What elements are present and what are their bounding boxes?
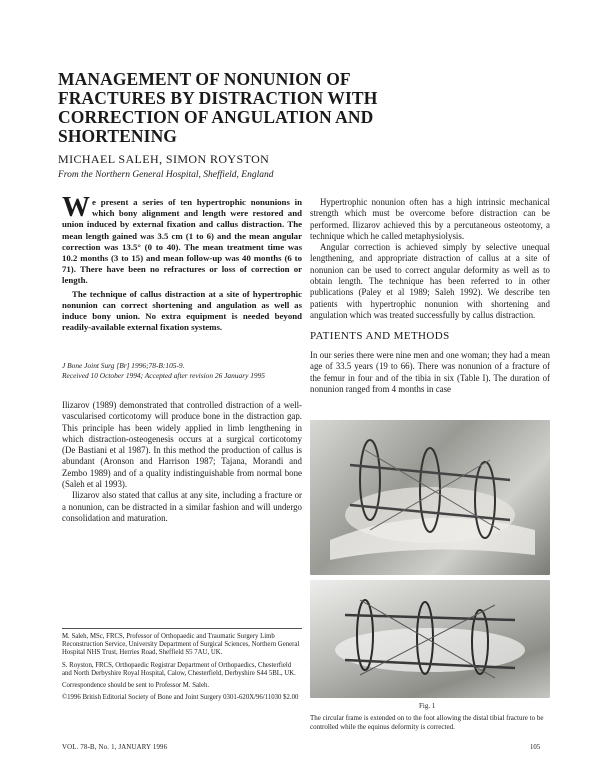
body-paragraph-left-1: Ilizarov (1989) demonstrated that controlled distraction of a well-vascularised corticotomy will produce bone in the distraction gap. This principle has been widely applied in limb lengthening in which distraction-osteogenesis occurs at a surgical corticotomy (De Bastiani et al 1987). In this method the production of callus is abundant (Aronson and Harrison 1987; Tajana, Morandi and Zembo 1989) and of a quality indistinguishable from normal bone (Saleh et al 1993). [62, 400, 302, 490]
right-column-body-2 [310, 350, 550, 395]
abstract [62, 192, 302, 333]
received-dates: Received 10 October 1994; Accepted after revision 26 January 1995 [62, 371, 265, 380]
figure-label: Fig. 1 [419, 702, 436, 710]
citation-block [62, 361, 302, 381]
body-paragraph-left-2: Ilizarov also stated that callus at any site, including a fracture or a nonunion, can be distracted in a similar fashion and will undergo consolidation and maturation. [62, 490, 302, 523]
right-column-body [310, 197, 550, 321]
external-fixator-xray-icon [310, 580, 550, 698]
abstract-paragraph-1 [62, 192, 302, 287]
footnote-author-1: M. Saleh, MSc, FRCS, Professor of Orthopaedic and Traumatic Surgery Limb Reconstruction Service, University Department of Surgical Sciences, Northern General Hospital NHS Trust, Herries Road, Sheffield S5 7AU, UK. [62, 633, 300, 657]
page-footer-volume: VOL. 78-B, No. 1, JANUARY 1996 [62, 744, 168, 751]
abstract-paragraph-2: The technique of callus distraction at a site of hypertrophic nonunion can correct shortening and angulation as well as induce bony union. No extra equipment is needed beyond readily-available external fixation systems. [62, 288, 302, 333]
footnote-copyright: ©1996 British Editorial Society of Bone and Joint Surgery 0301-620X/96/11030 $2.00 [62, 694, 299, 702]
body-paragraph-right-3: In our series there were nine men and one woman; they had a mean age of 33.5 years (19 to 66). There was nonunion of a fracture of the femur in four and of the tibia in six (Table I). The duration of nonunion ranged from 4 months in case [310, 350, 550, 394]
body-paragraph-right-1: Hypertrophic nonunion often has a high intrinsic mechanical strength which must be overcome before distraction can be performed. Ilizarov achieved this by a percutaneous osteotomy, a technique which he called metaphysiolysis. [310, 197, 550, 241]
figure-caption: The circular frame is extended on to the foot allowing the distal tibial fracture to be controlled while the equinus deformity is corrected. [310, 714, 544, 731]
journal-citation: J Bone Joint Surg [Br] 1996;78-B:105-9. [62, 361, 185, 370]
section-heading: PATIENTS AND METHODS [310, 330, 450, 342]
abstract-text-1: e present a series of ten hypertrophic nonunions in which bony alignment and length were restored and union induced by external fixation and callus distraction. The mean length gained was 3.5 cm (1 to 6) and the mean angular correction was 13.5° (0 to 40). The mean treatment time was 10.2 months (3 to 15) and mean follow-up was 40 months (6 to 71). There have been no refractures or loss of correction or length. [62, 197, 302, 286]
footnote-author-2: S. Royston, FRCS, Orthopaedic Registrar Department of Orthopaedics, Chesterfield and North Derbyshire Royal Hospital, Calow, Chesterfield, Derbyshire S44 5BL, UK. [62, 661, 296, 677]
figure-photo-bottom [310, 580, 550, 698]
footnote-divider [62, 628, 302, 629]
article-title: MANAGEMENT OF NONUNION OF FRACTURES BY DISTRACTION WITH CORRECTION OF ANGULATION AND SHORTENING [58, 69, 378, 146]
footnotes [62, 633, 302, 706]
footnote-correspondence: Correspondence should be sent to Professor M. Saleh. [62, 682, 210, 690]
left-column-body [62, 400, 302, 524]
page-number: 105 [530, 744, 541, 751]
body-paragraph-right-2: Angular correction is achieved simply by selective unequal lengthening, and appropriate distraction of callus at a site of nonunion can be used to correct angular deformity as well as to obtain length. The technique has been referred to in other publications (Paley et al 1989; Saleh 1992). We describe ten patients with hypertrophic nonunion with shortening and angulation which was treated successfully by callus distraction. [310, 242, 550, 320]
article-authors: MICHAEL SALEH, SIMON ROYSTON [58, 152, 270, 166]
figure-photo-top [310, 420, 550, 575]
article-affiliation: From the Northern General Hospital, Sheffield, England [58, 170, 274, 180]
drop-cap: W [62, 192, 90, 223]
external-fixator-photo-icon [310, 420, 550, 575]
